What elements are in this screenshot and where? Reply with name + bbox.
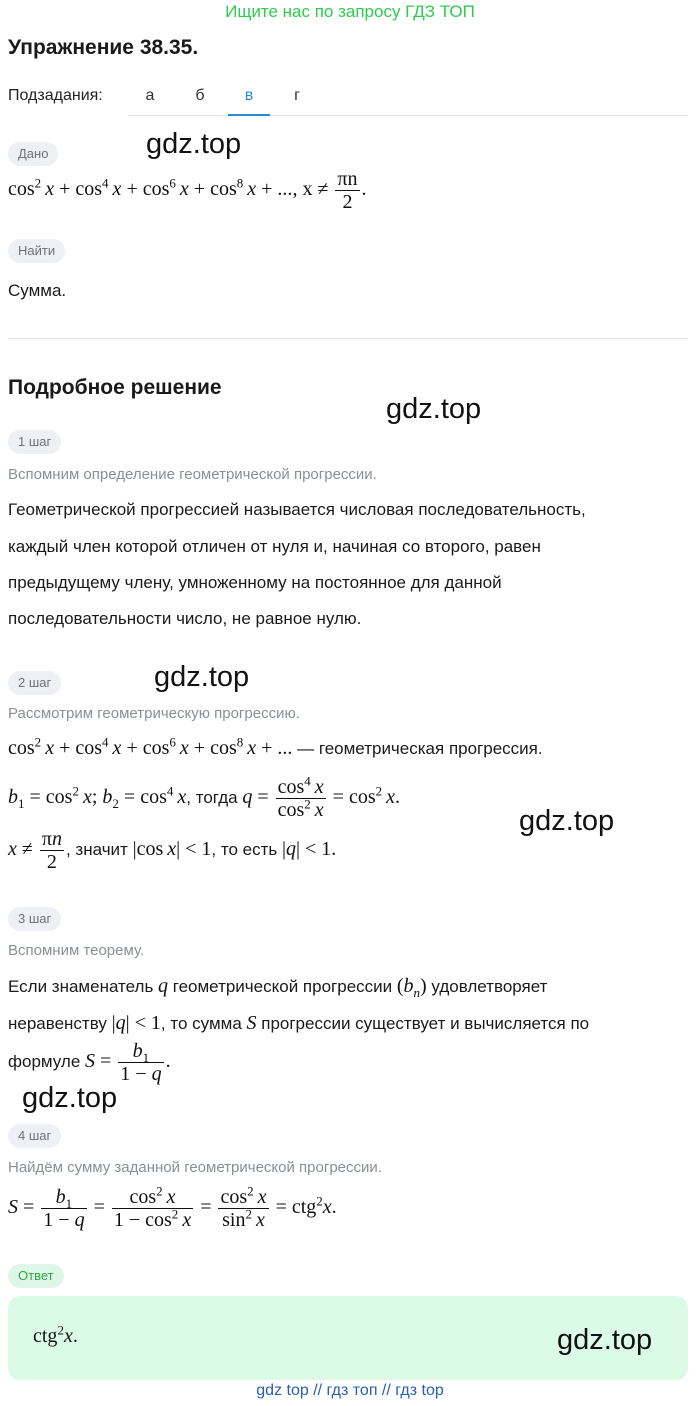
tab-v[interactable]: в: [244, 87, 254, 104]
step4-badge: [8, 1124, 61, 1148]
step1-hint: Вспомним определение геометрической прогрессии.: [8, 466, 377, 483]
find-badge: [8, 239, 65, 263]
step2-line-2: $b_1 = \cos^2 x$; $b_2 = \cos^4 x$, тогда q = $\frac{\cos^4 x}{\cos^2 x}$ = $\cos^2 x$.: [8, 773, 401, 821]
step2-then-text: , тогда: [186, 788, 243, 808]
watermark-2: gdz.top: [386, 393, 482, 425]
active-tab-indicator: [228, 114, 270, 116]
tabs-divider: [128, 115, 688, 116]
step4-badge-label: 4 шаг: [8, 1124, 61, 1148]
step3-line2-b: , то сумма: [160, 1014, 247, 1033]
step3-sum-fraction: $\frac{b_1}{1 - q}$: [120, 1040, 162, 1085]
step2-that-is-text: , то есть: [211, 840, 282, 860]
step3-line-1: Если знаменатель q геометрической прогрессии $(b_n)$ удовлетворяет: [8, 975, 548, 1000]
step1-line-4: последовательности число, не равное нулю.: [8, 609, 362, 628]
answer-badge-label: Ответ: [8, 1264, 64, 1288]
find-badge-label: Найти: [8, 239, 65, 263]
step2-line-1: $\cos^2 x + \cos^4 x + \cos^6 x + \cos^8 x$ + ... — геометрическая прогрессия.: [8, 734, 543, 759]
given-expression: $\cos^2 x + \cos^4 x + \cos^6 x + \cos^8 x$ + ..., x ≠ $\frac{\pi n}{2}$ .: [8, 168, 367, 213]
step2-line-3: x ≠ $\frac{\pi n}{2}$ , значит |cos x| < 1, то есть |q| < 1.: [8, 828, 337, 873]
step3-line1-a: Если знаменатель: [8, 977, 159, 996]
step2-badge-label: 2 шаг: [8, 671, 61, 695]
solution-title: Подробное решение: [8, 376, 222, 399]
page-title: Упражнение 38.35.: [8, 36, 199, 59]
given-fraction: [335, 168, 359, 213]
answer-badge: [8, 1264, 64, 1288]
answer-value: ctg$^2$x.: [33, 1322, 78, 1347]
subtasks-label: Подзадания:: [8, 87, 103, 104]
step3-line2-c: прогрессии существует и вычисляется по: [256, 1014, 590, 1033]
tab-b[interactable]: б: [195, 87, 205, 104]
step2-badge: [8, 671, 61, 695]
watermark-1: gdz.top: [146, 128, 242, 160]
step3-line-2: неравенству |q| < 1, то сумма S прогрессии существует и вычисляется по: [8, 1012, 590, 1034]
step3-line1-b: геометрической прогрессии: [168, 977, 397, 996]
step3-line-3: формуле S = $\frac{b_1}{1 - q}$ .: [8, 1040, 171, 1085]
step1-line-3: предыдущему члену, умноженному на постоянное для данной: [8, 573, 502, 592]
given-frac-num: πn: [337, 168, 358, 190]
step1-line-2: каждый член которой отличен от нуля и, начиная со второго, равен: [8, 537, 541, 556]
step2-x-fraction: $\frac{\pi n}{2}$: [41, 828, 62, 873]
step2-q-fraction: $\frac{\cos^4 x}{\cos^2 x}$: [277, 773, 324, 821]
given-expr-tail: , x ≠: [292, 178, 329, 201]
step1-badge-label: 1 шаг: [8, 430, 61, 454]
step3-hint: Вспомним теорему.: [8, 942, 145, 959]
footer-links[interactable]: gdz top // гдз топ // гдз top: [256, 1382, 444, 1399]
watermark-5: gdz.top: [22, 1082, 118, 1114]
step1-badge: [8, 430, 61, 454]
step2-so-text: , значит: [65, 840, 133, 860]
given-badge: [8, 142, 58, 166]
step3-badge: [8, 907, 61, 931]
find-text: Сумма.: [8, 281, 67, 300]
given-badge-label: Дано: [8, 142, 58, 166]
section-divider: [8, 338, 688, 339]
step4-hint: Найдём сумму заданной геометрической прогрессии.: [8, 1159, 382, 1176]
step2-hint: Рассмотрим геометрическую прогрессию.: [8, 705, 300, 722]
watermark-3: gdz.top: [154, 661, 250, 693]
watermark-4: gdz.top: [519, 805, 615, 837]
tab-a[interactable]: а: [145, 87, 155, 104]
step3-line3-a: формуле: [8, 1052, 85, 1072]
watermark-6: gdz.top: [557, 1324, 653, 1356]
step1-line-1: Геометрической прогрессией называется числовая последовательность,: [8, 500, 586, 519]
step2-line1-text: — геометрическая прогрессия.: [292, 739, 543, 758]
step3-badge-label: 3 шаг: [8, 907, 61, 931]
top-search-link[interactable]: Ищите нас по запросу ГДЗ ТОП: [225, 2, 475, 21]
step3-line1-c: удовлетворяет: [426, 977, 548, 996]
step3-line2-a: неравенству: [8, 1014, 112, 1033]
given-frac-den: 2: [342, 191, 353, 213]
step4-formula: S = $\frac{b_1}{1 - q}$ = $\frac{\cos^2 x}{1 - \cos^2 x}$ = $\frac{\cos^2 x}{\sin^2 x}$ = ctg$^2$x.: [8, 1183, 337, 1231]
tab-g[interactable]: г: [294, 87, 300, 104]
